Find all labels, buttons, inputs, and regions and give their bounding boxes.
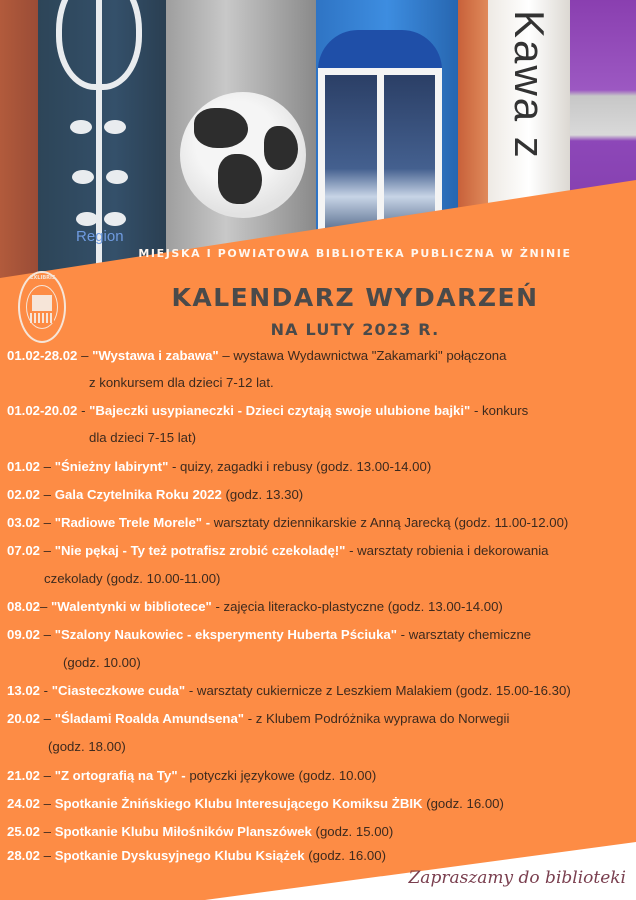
event-date: 25.02 [7, 824, 41, 839]
event-description: – wystawa Wydawnictwa "Zakamarki" połączona [218, 348, 507, 363]
event-separator: – [40, 768, 55, 783]
invite-footer: Zapraszamy do biblioteki [408, 868, 626, 888]
event-date: 24.02 [7, 796, 41, 811]
event-separator: – [40, 459, 55, 474]
logo-text: EXLIBRIS [30, 275, 56, 281]
window-arch [318, 30, 442, 70]
event-item [7, 459, 431, 474]
event-description: - warsztaty chemiczne [397, 627, 532, 642]
event-title: Gala Czytelnika Roku 2022 [54, 487, 222, 502]
window-pane [384, 75, 436, 231]
event-item [7, 796, 504, 811]
event-date: 13.02 [7, 683, 41, 698]
event-description: - zajęcia literacko-plastyczne (godz. 13.00-14.00) [211, 599, 503, 614]
event-item [7, 487, 303, 502]
event-date: 28.02 [7, 848, 41, 863]
event-item [7, 515, 568, 530]
leaf-icon [72, 170, 94, 184]
event-date: 01.02-20.02 [7, 403, 78, 418]
event-item [7, 543, 548, 558]
event-description: (godz. 16.00) [304, 848, 386, 863]
event-separator: – [77, 348, 93, 363]
event-continuation: (godz. 18.00) [48, 739, 126, 754]
event-title: Spotkanie Żnińskiego Klubu Interesującego Komiksu ŻBIK [54, 796, 423, 811]
kawa-label: Kawa z [506, 10, 553, 160]
leaf-icon [70, 120, 92, 134]
event-description: warsztaty dziennikarskie z Anną Jarecką (godz. 11.00-12.00) [210, 515, 569, 530]
event-continuation: czekolady (godz. 10.00-11.00) [44, 571, 221, 586]
event-separator: – [40, 515, 55, 530]
event-title: "Śnieżny labirynt" [54, 459, 169, 474]
event-title: "Szalony Naukowiec - eksperymenty Huberta Pściuka" [54, 627, 398, 642]
leaf-icon [104, 212, 126, 226]
open-book-icon [30, 313, 54, 323]
event-title: "Bajeczki usypianeczki - Dzieci czytają swoje ulubione bajki" [89, 403, 471, 418]
event-item [7, 599, 503, 614]
event-description: - warsztaty cukiernicze z Leszkiem Malakiem (godz. 15.00-16.30) [185, 683, 571, 698]
event-date: 09.02 [7, 627, 41, 642]
event-date: 02.02 [7, 487, 41, 502]
event-separator: – [40, 848, 55, 863]
event-date: 20.02 [7, 711, 41, 726]
event-date: 07.02 [7, 543, 41, 558]
event-description: (godz. 13.30) [221, 487, 304, 502]
event-separator: - [77, 403, 90, 418]
leaf-icon [104, 120, 126, 134]
leaf-icon [76, 212, 98, 226]
event-item [7, 403, 528, 418]
event-description: - konkurs [470, 403, 529, 418]
event-item [7, 848, 386, 863]
event-separator: – [40, 824, 55, 839]
event-description: - z Klubem Podróżnika wyprawa do Norwegii [244, 711, 510, 726]
event-title: "Śladami Roalda Amundsena" [54, 711, 245, 726]
event-separator: – [40, 543, 55, 558]
event-description: - quizy, zagadki i rebusy (godz. 13.00-14.00) [168, 459, 432, 474]
leaf-icon [106, 170, 128, 184]
event-item [7, 711, 509, 726]
event-description: - warsztaty robienia i dekorowania [345, 543, 549, 558]
page-title: KALENDARZ WYDARZEŃ [171, 283, 539, 312]
event-description: (godz. 15.00) [311, 824, 394, 839]
window-pane [325, 75, 377, 231]
region-label: Region [76, 228, 124, 245]
event-separator: – [40, 487, 55, 502]
event-date: 03.02 [7, 515, 41, 530]
event-title: Spotkanie Dyskusyjnego Klubu Książek [54, 848, 305, 863]
event-item [7, 768, 376, 783]
event-title: "Z ortografią na Ty" - [54, 768, 186, 783]
page-subtitle: NA LUTY 2023 R. [270, 320, 440, 339]
event-title: "Radiowe Trele Morele" - [54, 515, 211, 530]
event-separator: – [40, 599, 52, 614]
event-separator: – [40, 627, 55, 642]
organization-name: MIEJSKA I POWIATOWA BIBLIOTEKA PUBLICZNA W ŻNINIE [138, 247, 572, 260]
event-item [7, 824, 393, 839]
event-description: potyczki językowe (godz. 10.00) [185, 768, 377, 783]
castle-icon [32, 295, 52, 311]
window [318, 68, 442, 238]
event-title: "Nie pękaj - Ty też potrafisz zrobić czekoladę!" [54, 543, 346, 558]
event-title: "Ciasteczkowe cuda" [51, 683, 186, 698]
globe-icon [180, 92, 306, 218]
event-separator: – [40, 796, 55, 811]
event-continuation: (godz. 10.00) [63, 655, 141, 670]
event-date: 01.02-28.02 [7, 348, 78, 363]
event-separator: - [40, 683, 52, 698]
event-description: (godz. 16.00) [422, 796, 504, 811]
event-item [7, 627, 531, 642]
event-date: 01.02 [7, 459, 41, 474]
event-continuation: z konkursem dla dzieci 7-12 lat. [89, 375, 274, 390]
event-separator: – [40, 711, 55, 726]
event-item [7, 348, 506, 363]
event-date: 08.02 [7, 599, 41, 614]
event-date: 21.02 [7, 768, 41, 783]
event-title: Spotkanie Klubu Miłośników Planszówek [54, 824, 312, 839]
event-title: "Wystawa i zabawa" [92, 348, 219, 363]
event-continuation: dla dzieci 7-15 lat) [89, 430, 197, 445]
event-item [7, 683, 571, 698]
event-title: "Walentynki w bibliotece" [51, 599, 212, 614]
exlibris-library-seal-icon [18, 271, 66, 343]
